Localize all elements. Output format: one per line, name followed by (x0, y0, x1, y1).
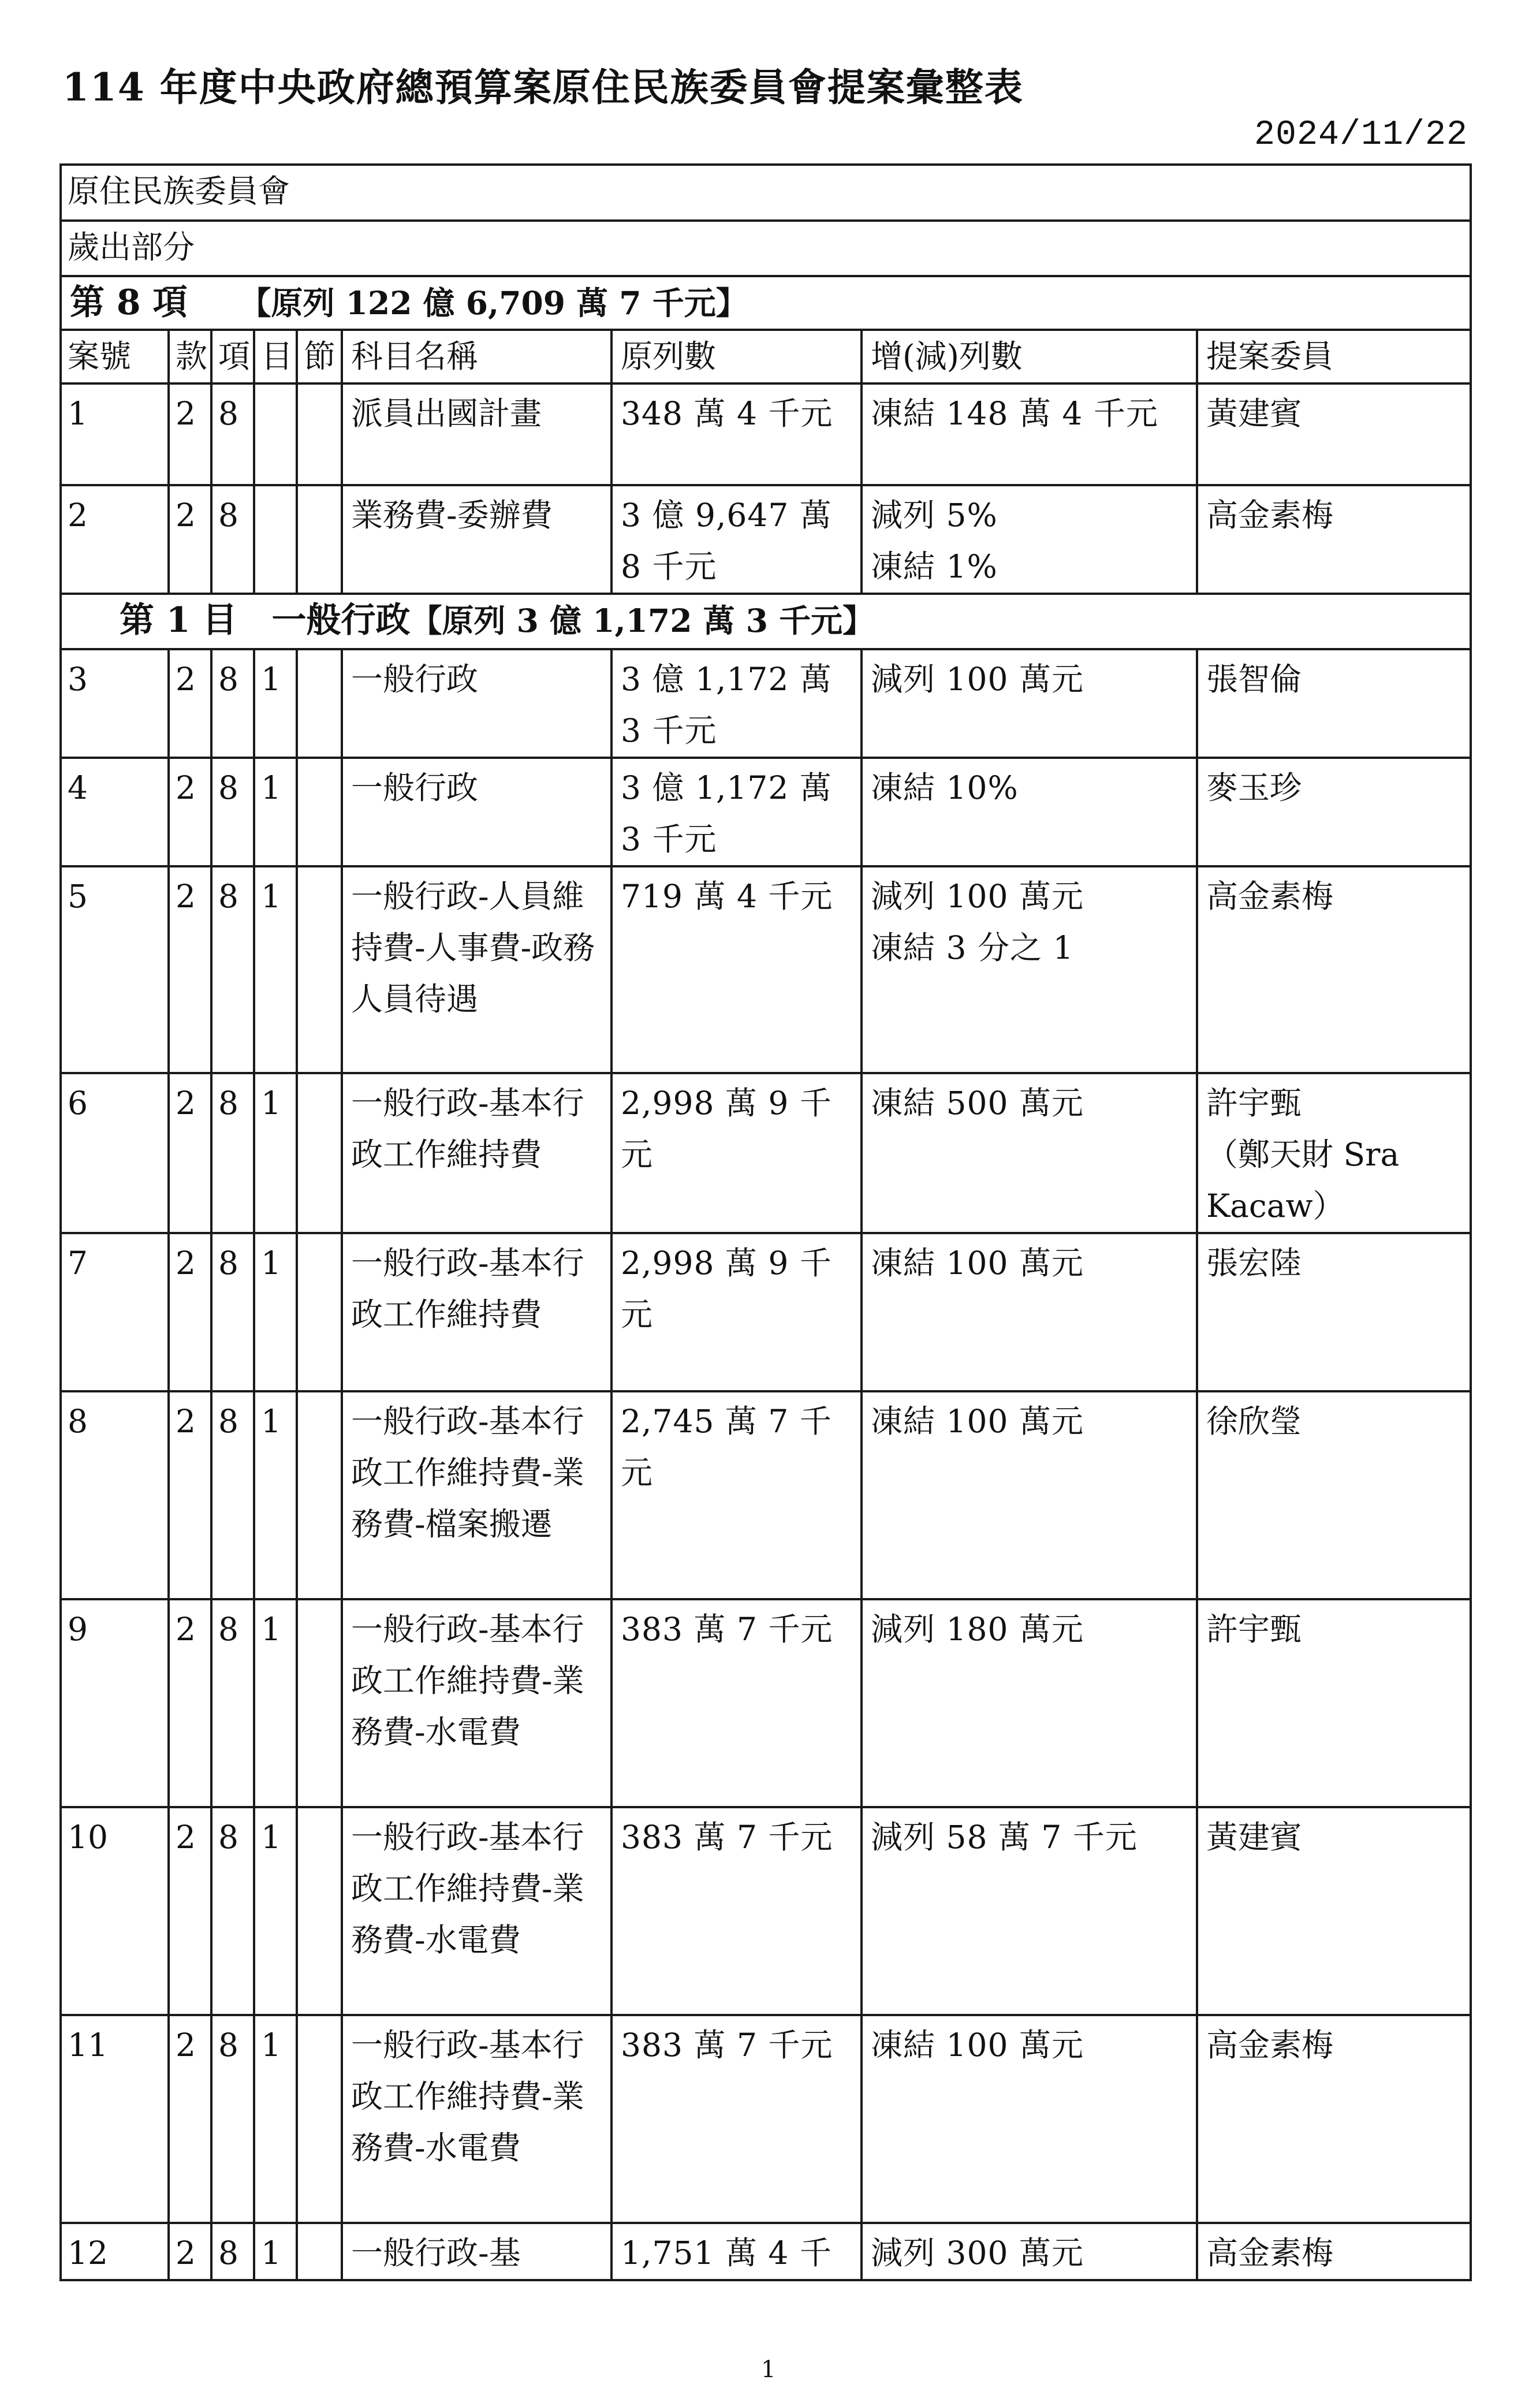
subject-name: 一般行政-基本行政工作維持費-業務費-水電費 (342, 2015, 611, 2223)
proposer-name: 徐欣瑩 (1197, 1391, 1471, 1599)
mu-code: 1 (254, 1073, 297, 1233)
item-note: 【原列 122 億 6,709 萬 7 千元】 (239, 284, 748, 322)
original-amount: 383 萬 7 千元 (611, 1599, 862, 1807)
xiang-code: 8 (211, 1391, 254, 1599)
category-label: 第 1 目 一般行政 (120, 600, 411, 640)
case-number: 2 (61, 485, 169, 594)
table-row (61, 2015, 1471, 2223)
kuan-code: 2 (169, 1073, 211, 1233)
original-amount: 2,745 萬 7 千元 (611, 1391, 862, 1599)
xiang-code: 8 (211, 485, 254, 594)
change-amount: 凍結 10% (862, 758, 1197, 866)
table-row (61, 1599, 1471, 1807)
jie-code (297, 1391, 342, 1599)
mu-code (254, 383, 297, 485)
jie-code (297, 758, 342, 866)
table-row (61, 2223, 1471, 2280)
xiang-code: 8 (211, 1807, 254, 2015)
xiang-code: 8 (211, 758, 254, 866)
table-row (61, 383, 1471, 485)
jie-code (297, 383, 342, 485)
agency-row (61, 165, 1471, 221)
kuan-code: 2 (169, 649, 211, 758)
change-amount: 凍結 100 萬元 (862, 1391, 1197, 1599)
subject-name: 一般行政 (342, 758, 611, 866)
case-number: 1 (61, 383, 169, 485)
agency-name: 原住民族委員會 (61, 165, 1471, 221)
original-amount: 348 萬 4 千元 (611, 383, 862, 485)
mu-code: 1 (254, 758, 297, 866)
original-amount: 3 億 1,172 萬 3 千元 (611, 649, 862, 758)
jie-code (297, 1599, 342, 1807)
subject-name: 一般行政-基本行政工作維持費-業務費-水電費 (342, 1807, 611, 2015)
item-heading (61, 276, 1471, 330)
original-amount: 383 萬 7 千元 (611, 1807, 862, 2015)
kuan-code: 2 (169, 1807, 211, 2015)
mu-code: 1 (254, 649, 297, 758)
xiang-code: 8 (211, 383, 254, 485)
change-amount: 凍結 100 萬元 (862, 1233, 1197, 1391)
change-amount: 凍結 148 萬 4 千元 (862, 383, 1197, 485)
subject-name: 一般行政 (342, 649, 611, 758)
jie-code (297, 485, 342, 594)
col-header-mu: 目 (254, 330, 297, 383)
change-amount: 減列 58 萬 7 千元 (862, 1807, 1197, 2015)
col-header-subject: 科目名稱 (342, 330, 611, 383)
document-title: 114 年度中央政府總預算案原住民族委員會提案彙整表 (62, 65, 1024, 110)
xiang-code: 8 (211, 2223, 254, 2280)
jie-code (297, 866, 342, 1073)
original-amount: 719 萬 4 千元 (611, 866, 862, 1073)
subject-name: 一般行政-基本行政工作維持費 (342, 1073, 611, 1233)
jie-code (297, 2015, 342, 2223)
xiang-code: 8 (211, 1233, 254, 1391)
col-header-no: 案號 (61, 330, 169, 383)
original-amount: 3 億 9,647 萬 8 千元 (611, 485, 862, 594)
xiang-code: 8 (211, 649, 254, 758)
subject-name: 一般行政-人員維持費-人事費-政務人員待遇 (342, 866, 611, 1073)
col-header-kuan: 款 (169, 330, 211, 383)
table-row (61, 649, 1471, 758)
kuan-code: 2 (169, 1391, 211, 1599)
case-number: 10 (61, 1807, 169, 2015)
mu-code: 1 (254, 1599, 297, 1807)
change-amount: 凍結 500 萬元 (862, 1073, 1197, 1233)
table-row (61, 1391, 1471, 1599)
kuan-code: 2 (169, 1233, 211, 1391)
mu-code: 1 (254, 2015, 297, 2223)
proposer-name: 黃建賓 (1197, 1807, 1471, 2015)
proposer-name: 許宇甄 (1197, 1599, 1471, 1807)
table-row (61, 758, 1471, 866)
col-header-change: 增(減)列數 (862, 330, 1197, 383)
xiang-code: 8 (211, 1073, 254, 1233)
category-heading (61, 594, 1471, 649)
jie-code (297, 1807, 342, 2015)
col-header-xiang: 項 (211, 330, 254, 383)
col-header-jie: 節 (297, 330, 342, 383)
kuan-code: 2 (169, 1599, 211, 1807)
case-number: 8 (61, 1391, 169, 1599)
subject-name: 一般行政-基 (342, 2223, 611, 2280)
section-row (61, 221, 1471, 276)
page-number: 1 (761, 2356, 776, 2383)
change-amount: 減列 5% 凍結 1% (862, 485, 1197, 594)
case-number: 9 (61, 1599, 169, 1807)
item-row (61, 276, 1471, 330)
table-row (61, 1807, 1471, 2015)
change-amount: 減列 180 萬元 (862, 1599, 1197, 1807)
table-row (61, 1233, 1471, 1391)
subject-name: 業務費-委辦費 (342, 485, 611, 594)
original-amount: 383 萬 7 千元 (611, 2015, 862, 2223)
jie-code (297, 1073, 342, 1233)
jie-code (297, 1233, 342, 1391)
column-header-row (61, 330, 1471, 383)
case-number: 11 (61, 2015, 169, 2223)
kuan-code: 2 (169, 485, 211, 594)
change-amount: 減列 100 萬元 (862, 649, 1197, 758)
table-row (61, 1073, 1471, 1233)
subject-name: 一般行政-基本行政工作維持費-業務費-檔案搬遷 (342, 1391, 611, 1599)
proposer-name: 張宏陸 (1197, 1233, 1471, 1391)
kuan-code: 2 (169, 866, 211, 1073)
proposer-name: 麥玉珍 (1197, 758, 1471, 866)
case-number: 5 (61, 866, 169, 1073)
jie-code (297, 649, 342, 758)
mu-code: 1 (254, 1233, 297, 1391)
change-amount: 減列 100 萬元 凍結 3 分之 1 (862, 866, 1197, 1073)
subject-name: 一般行政-基本行政工作維持費-業務費-水電費 (342, 1599, 611, 1807)
proposer-name: 高金素梅 (1197, 2223, 1471, 2280)
mu-code (254, 485, 297, 594)
mu-code: 1 (254, 2223, 297, 2280)
kuan-code: 2 (169, 758, 211, 866)
mu-code: 1 (254, 1391, 297, 1599)
section-name: 歲出部分 (61, 221, 1471, 276)
jie-code (297, 2223, 342, 2280)
proposer-name: 許宇甄 （鄭天財 Sra Kacaw） (1197, 1073, 1471, 1233)
proposal-table (59, 163, 1472, 2281)
proposer-name: 高金素梅 (1197, 2015, 1471, 2223)
case-number: 6 (61, 1073, 169, 1233)
kuan-code: 2 (169, 2223, 211, 2280)
kuan-code: 2 (169, 2015, 211, 2223)
category-note: 【原列 3 億 1,172 萬 3 千元】 (410, 602, 875, 639)
item-label: 第 8 項 (70, 282, 188, 323)
proposer-name: 高金素梅 (1197, 866, 1471, 1073)
category-row (61, 594, 1471, 649)
col-header-original: 原列數 (611, 330, 862, 383)
original-amount: 2,998 萬 9 千元 (611, 1233, 862, 1391)
table-row (61, 485, 1471, 594)
original-amount: 1,751 萬 4 千 (611, 2223, 862, 2280)
case-number: 7 (61, 1233, 169, 1391)
subject-name: 派員出國計畫 (342, 383, 611, 485)
proposer-name: 黃建賓 (1197, 383, 1471, 485)
proposer-name: 高金素梅 (1197, 485, 1471, 594)
xiang-code: 8 (211, 2015, 254, 2223)
proposer-name: 張智倫 (1197, 649, 1471, 758)
case-number: 3 (61, 649, 169, 758)
col-header-proposer: 提案委員 (1197, 330, 1471, 383)
case-number: 4 (61, 758, 169, 866)
original-amount: 2,998 萬 9 千元 (611, 1073, 862, 1233)
xiang-code: 8 (211, 866, 254, 1073)
kuan-code: 2 (169, 383, 211, 485)
table-row (61, 866, 1471, 1073)
change-amount: 減列 300 萬元 (862, 2223, 1197, 2280)
subject-name: 一般行政-基本行政工作維持費 (342, 1233, 611, 1391)
mu-code: 1 (254, 866, 297, 1073)
mu-code: 1 (254, 1807, 297, 2015)
original-amount: 3 億 1,172 萬 3 千元 (611, 758, 862, 866)
document-date: 2024/11/22 (1254, 116, 1468, 155)
change-amount: 凍結 100 萬元 (862, 2015, 1197, 2223)
xiang-code: 8 (211, 1599, 254, 1807)
case-number: 12 (61, 2223, 169, 2280)
